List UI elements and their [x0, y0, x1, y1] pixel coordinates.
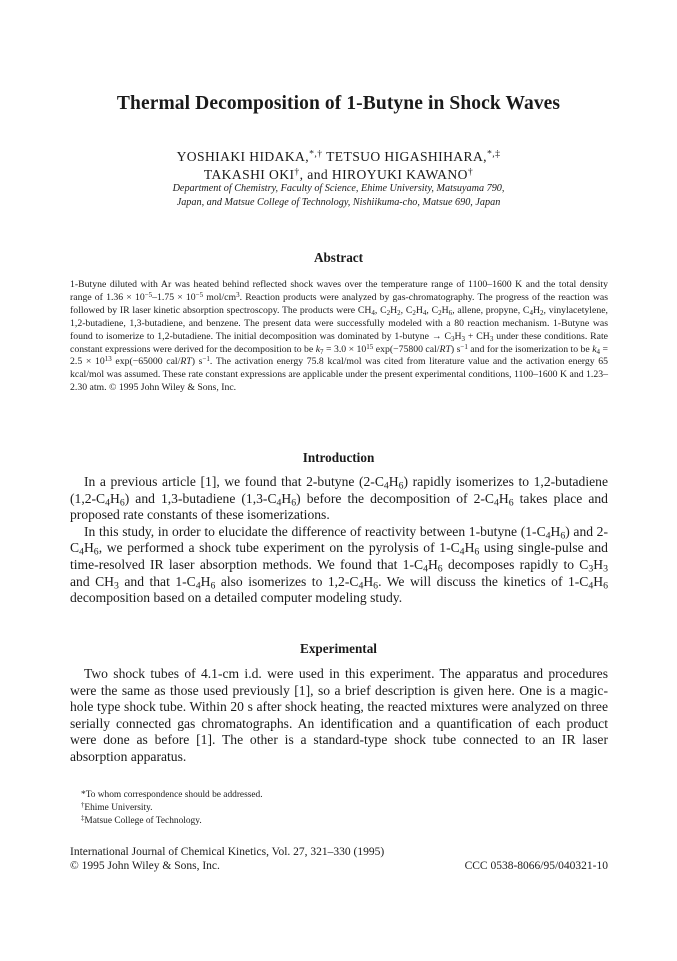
abstract-heading: Abstract [313, 250, 364, 265]
abstract-text: 1-Butyne diluted with Ar was heated behind reflected shock waves over the temperature range of 1100–1600 K and the total density range of $1.36 \times 10^{-5}-1.75 \times 10^{-5}$ mol/$cm^3$. Reaction products were analyzed by gas-chromatography. The progress of the reaction was followed by IR laser kinetic absorption spectroscopy. The products were $CH_4$, $C_2H_2$, $C_2H_4$, $C_2H_6$, allene, propyne, $C_4H_2$, vinylacetylene, 1,2-butadiene, 1,3-butadiene, and benzene. The present data were successfully modeled with a 80 reaction mechanism. 1-Butyne was found to isomerize to 1,2-butadiene. The initial decomposition was dominated by 1-butyne → $C_3H_3 + CH_3$ under these conditions. Rate constant expressions were derived for the decomposition to be $k_7 = 3.0 \times 10^{15}$ exp(−75800 cal/RT) $s^{-1}$ and for the isomerization to be $k_4 = 2.5 \times 10^{13}$ exp(−65000 cal/RT) $s^{-1}$. The activation energy 75.8 kcal/mol was cited from literature value and the activation energy 65 kcal/mol was assumed. These rate constant expressions are applicable under the present experimental conditions, 1100–1600 K and 1.23–2.30 atm. © 1995 John Wiley & Sons, Inc. [70, 279, 609, 394]
paper-title: Thermal Decomposition of 1-Butyne in Shock Waves [116, 93, 561, 114]
author-and: , and [299, 167, 332, 182]
footnote-ehime-mark: † [81, 801, 85, 809]
affiliation-line-2: Japan, and Matsue College of Technology, Nishiikuma-cho, Matsue 690, Japan [176, 196, 501, 208]
author-hidaka-mark: *,† [309, 148, 323, 160]
experimental-paragraph-1: Two shock tubes of 4.1-cm i.d. were used in this experiment. The apparatus and procedures were the same as those used previously [1], so a brief description is given here. One is a magic-hole type shock tube. Within 20 s after shock heating, the reacted mixtures were analyzed on three serially connected gas chromatographs. An identification and a quantification of each product were done as before [1]. The other is a standard-type shock tube connected to an IR laser absorption apparatus. [70, 666, 608, 764]
footnote-matsue-mark: ‡ [81, 814, 85, 822]
author-oki-mark: † [294, 166, 300, 178]
author-list [0, 148, 677, 184]
author-kawano: HIROYUKI KAWANO [331, 167, 468, 182]
affiliation-line-1: Department of Chemistry, Faculty of Science, Ehime University, Matsuyama 790, [172, 183, 505, 194]
footnote-correspondence: *To whom correspondence should be addressed. [81, 790, 263, 800]
introduction-body [70, 474, 608, 607]
footnote-matsue-text: Matsue College of Technology. [84, 815, 202, 826]
journal-copyright: © 1995 John Wiley & Sons, Inc. [70, 860, 220, 872]
footnote-matsue [81, 815, 601, 828]
author-higashihara: TETSUO HIGASHIHARA, [326, 149, 487, 164]
introduction-paragraph-1: In a previous article [1], we found that 2-butyne $(2-C_4H_6)$ rapidly isomerizes to 1,2-butadiene $(1,2-C_4H_6)$ and 1,3-butadiene $(1,3-C_4H_6)$ before the decomposition of $2-C_4H_6$ takes place and proposed rate constants of these isomerizations. [70, 474, 608, 523]
experimental-heading: Experimental [300, 641, 377, 656]
footnote-ehime-text: Ehime University. [84, 802, 153, 813]
author-hidaka: YOSHIAKI HIDAKA, [176, 149, 310, 164]
experimental-body [70, 666, 608, 766]
journal-ccc-code: CCC 0538-8066/95/040321-10 [464, 860, 608, 872]
author-line-1 [0, 148, 677, 166]
author-kawano-mark: † [467, 166, 474, 178]
footnote-ehime [81, 802, 601, 815]
affiliation [0, 182, 677, 209]
author-higashihara-mark: *,‡ [486, 148, 501, 160]
journal-citation: International Journal of Chemical Kinetics, Vol. 27, 321–330 (1995) [70, 846, 385, 858]
author-oki: TAKASHI OKI [203, 167, 295, 182]
introduction-paragraph-2: In this study, in order to elucidate the difference of reactivity between 1-butyne $(1-C_4H_6)$ and $2-C_4H_6$, we performed a shock tube experiment on the pyrolysis of $1-C_4H_6$ using single-pulse and time-resolved IR laser absorption methods. We found that $1-C_4H_6$ decomposes rapidly to $C_3H_3$ and $CH_3$ and that $1-C_4H_6$ also isomerizes to $1,2-C_4H_6$. We will discuss the kinetics of $1-C_4H_6$ decomposition based on a detailed computer modeling study. [70, 523, 608, 606]
footnotes [81, 789, 601, 827]
introduction-heading: Introduction [302, 450, 375, 465]
journal-info [70, 845, 608, 873]
